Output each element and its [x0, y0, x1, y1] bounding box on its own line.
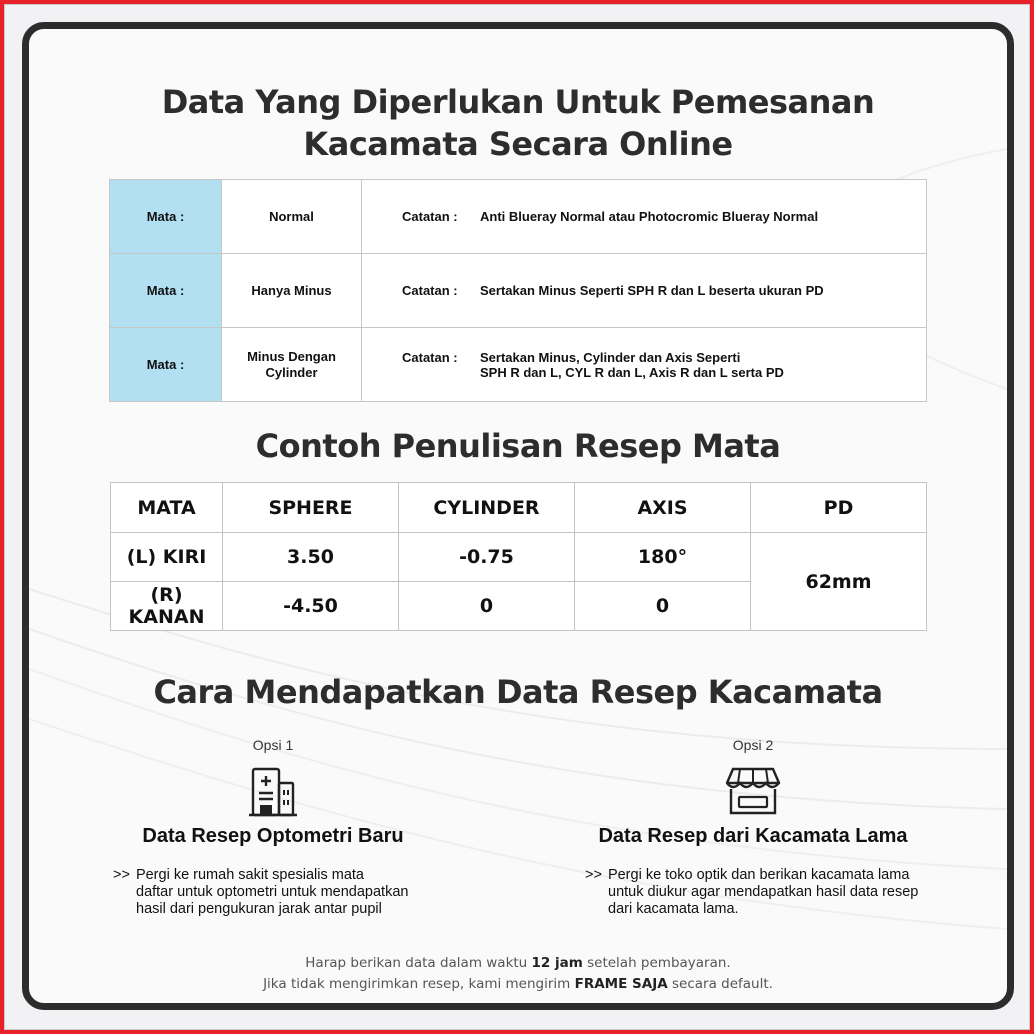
column-header-pd: PD [751, 483, 927, 533]
kind-cell: Minus Dengan Cylinder [222, 328, 362, 402]
cylinder-cell: 0 [399, 582, 575, 631]
option-label: Opsi 1 [252, 737, 294, 753]
column-header-sphere: SPHERE [223, 483, 399, 533]
page-title-line2: Kacamata Secara Online [303, 125, 733, 163]
mata-cell: Mata : [110, 180, 222, 254]
storefront-icon [723, 763, 783, 819]
option-label: Opsi 2 [732, 737, 774, 753]
pd-cell: 62mm [751, 533, 927, 631]
mata-cell: Mata : [110, 254, 222, 328]
cylinder-cell: -0.75 [399, 533, 575, 582]
table-row [111, 533, 927, 582]
footer-text: secara default. [667, 976, 773, 992]
note-line1: Anti Blueray Normal atau Photocromic Blueray Normal [480, 209, 819, 224]
note-text [480, 283, 824, 298]
description-line-2: daftar untuk optometri untuk mendapatkan [136, 884, 409, 900]
note-cell [362, 328, 927, 402]
footer-text: setelah pembayaran. [582, 955, 731, 971]
table-row [110, 328, 927, 402]
column-header-axis: AXIS [575, 483, 751, 533]
mata-cell: Mata : [110, 328, 222, 402]
footer-text: Harap berikan data dalam waktu [305, 955, 532, 971]
footer-text: Jika tidak mengirimkan resep, kami mengirim [263, 976, 575, 992]
sphere-cell: -4.50 [223, 582, 399, 631]
note-line1: Sertakan Minus, Cylinder dan Axis Seperti [480, 349, 741, 365]
note-line2: SPH R dan L, CYL R dan L, Axis R dan L serta PD [480, 364, 784, 380]
eye-cell: (L) KIRI [111, 533, 223, 582]
option-1-description [113, 867, 493, 918]
footer-line-2 [29, 974, 1007, 995]
option-2 [533, 737, 973, 848]
table-row [110, 180, 927, 254]
option-1 [53, 737, 493, 848]
axis-cell: 0 [575, 582, 751, 631]
note-line1: Sertakan Minus Seperti SPH R dan L beserta ukuran PD [480, 283, 824, 298]
footer-line-1 [29, 953, 1007, 974]
info-card [22, 22, 1014, 1010]
axis-cell: 180° [575, 533, 751, 582]
requirements-table [109, 179, 927, 402]
note-label: Catatan : [402, 349, 458, 365]
prescription-table [110, 482, 927, 631]
note-text [480, 350, 784, 380]
page-title-line1: Data Yang Diperlukan Untuk Pemesanan [161, 83, 875, 121]
description-line-1: Pergi ke rumah sakit spesialis mata [135, 867, 365, 883]
sphere-cell: 3.50 [223, 533, 399, 582]
note-label: Catatan : [402, 283, 458, 298]
option-title: Data Resep dari Kacamata Lama [598, 825, 908, 847]
column-header-mata: MATA [111, 483, 223, 533]
description-line [113, 867, 493, 884]
note-label: Catatan : [402, 209, 458, 224]
note-cell [362, 180, 927, 254]
page-title [29, 81, 1007, 165]
description-line-1: Pergi ke toko optik dan berikan kacamata lama [607, 867, 910, 883]
footer-emphasis: 12 jam [531, 955, 583, 971]
footer-note [29, 953, 1007, 995]
description-line-2: untuk diukur agar mendapatkan hasil data resep [608, 884, 919, 900]
description-line-3: hasil dari pengukuran jarak antar pupil [136, 901, 382, 917]
description-line-3: dari kacamata lama. [608, 901, 739, 917]
table-header-row [111, 483, 927, 533]
footer-emphasis: FRAME SAJA [574, 976, 668, 992]
table-row [110, 254, 927, 328]
option-title: Data Resep Optometri Baru [142, 825, 404, 847]
eye-cell: (R) KANAN [111, 582, 223, 631]
section-title-prescription: Contoh Penulisan Resep Mata [255, 427, 781, 465]
kind-cell: Hanya Minus [222, 254, 362, 328]
section-title-how-to: Cara Mendapatkan Data Resep Kacamata [153, 673, 883, 711]
note-cell [362, 254, 927, 328]
kind-cell: Normal [222, 180, 362, 254]
arrow-marker: >> [585, 867, 602, 883]
description-line [585, 867, 965, 884]
note-text [480, 209, 818, 224]
option-2-description [585, 867, 965, 918]
column-header-cylinder: CYLINDER [399, 483, 575, 533]
arrow-marker: >> [113, 867, 130, 883]
hospital-building-icon [243, 763, 303, 819]
